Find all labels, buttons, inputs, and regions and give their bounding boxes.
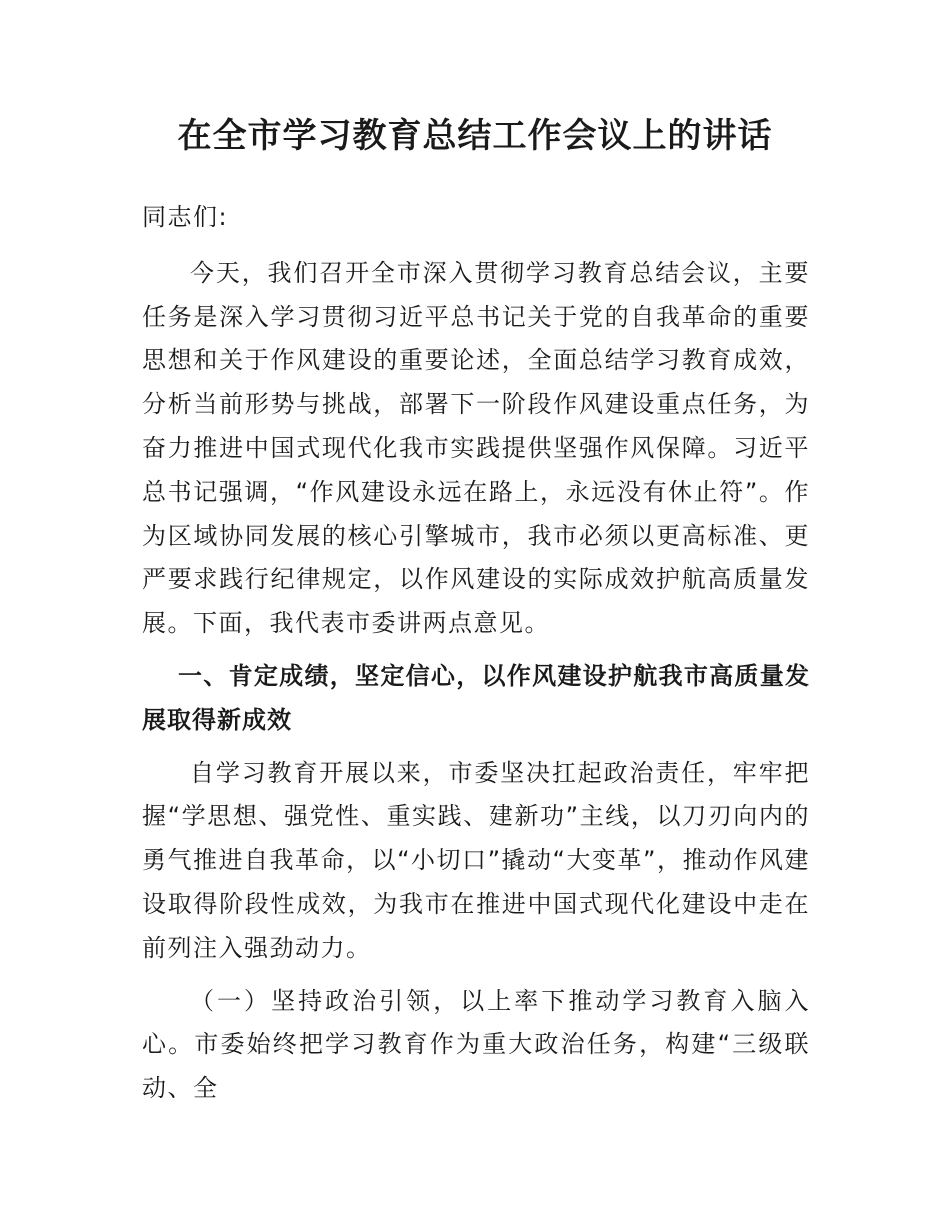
document-body [142,196,810,1120]
subsection-1-paragraph: （一）坚持政治引领，以上率下推动学习教育入脑入心。市委始终把学习教育作为重大政治任务，构建“三级联动、全 [142,986,810,1103]
greeting: 同志们: [142,203,229,231]
intro-paragraph: 今天，我们召开全市深入贯彻学习教育总结会议，主要任务是深入学习贯彻习近平总书记关于党的自我革命的重要思想和关于作风建设的重要论述，全面总结学习教育成效，分析当前形势与挑战，部署下一阶段作风建设重点任务，为奋力推进中国式现代化我市实践提供坚强作风保障。习近平总书记强调，“作风建设永远在路上，永远没有休止符”。作为区域协同发展的核心引擎城市，我市必须以更高标准、更严要求践行纪律规定，以作风建设的实际成效护航高质量发展。下面，我代表市委讲两点意见。 [142,258,810,638]
section-heading-1: 一、肯定成绩，坚定信心，以作风建设护航我市高质量发展取得新成效 [142,661,810,734]
document-title: 在全市学习教育总结工作会议上的讲话 [177,116,773,156]
section-1-paragraph: 自学习教育开展以来，市委坚决扛起政治责任，牢牢把握“学思想、强党性、重实践、建新功”主线，以刀刃向内的勇气推进自我革命，以“小切口”撬动“大变革”，推动作风建设取得阶段性成效，为我市在推进中国式现代化建设中走在前列注入强劲动力。 [142,758,810,962]
